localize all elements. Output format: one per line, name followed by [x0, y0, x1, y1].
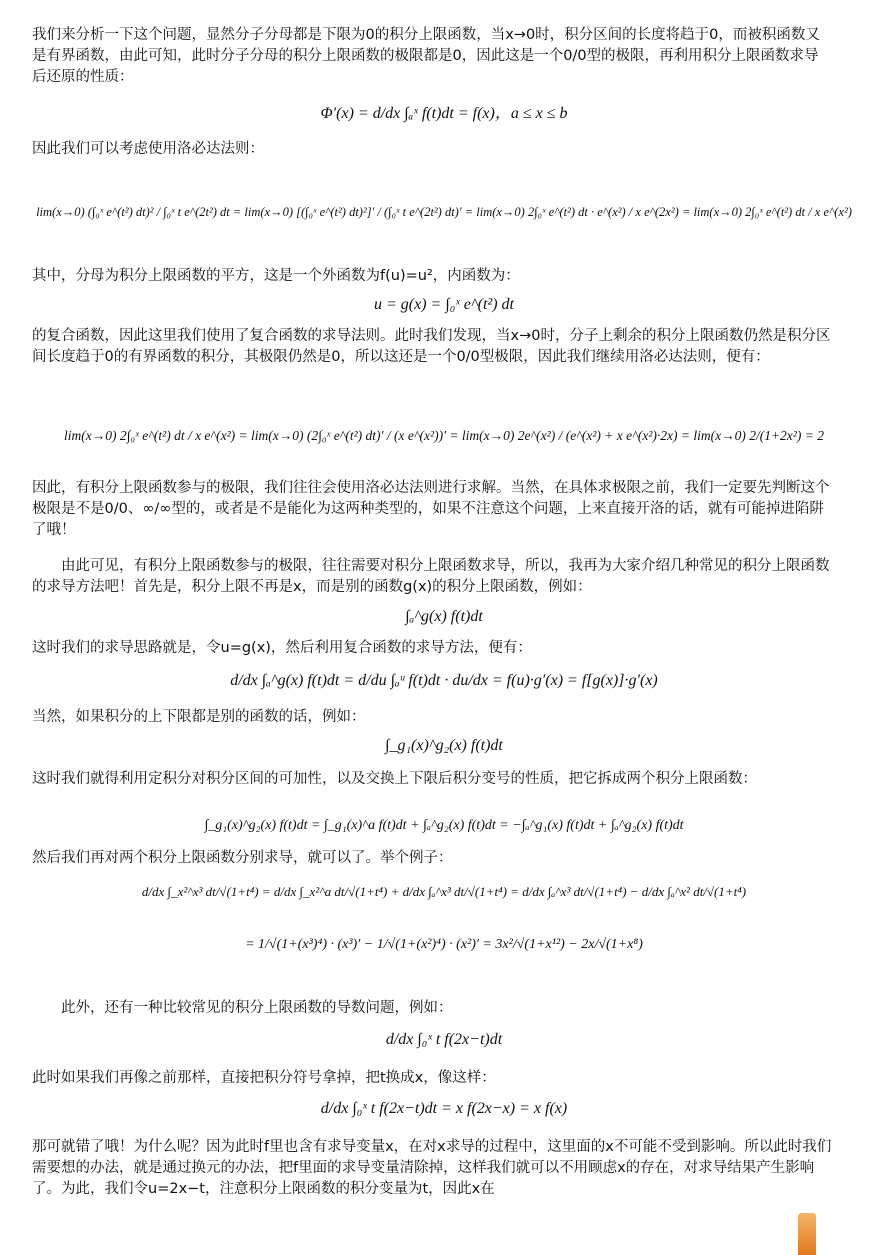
equation-chain-rule: d/dx ∫ₐ^g(x) f(t)dt = d/du ∫ₐᵘ f(t)dt · du/dx = f(u)·g′(x) = f[g(x)]·g′(x) — [230, 672, 658, 689]
paragraph-composite: 其中，分母为积分上限函数的平方，这是一个外函数为f(u)=u²，内函数为： — [32, 268, 520, 284]
paragraph-derivative-methods: 由此可见，有积分上限函数参与的极限，往往需要对积分上限函数求导，所以，我再为大家介绍几种常见的积分上限函数的求导方法吧！首先是，积分上限不再是x，而是别的函数g(x)的积分上限函数，例如： — [32, 558, 830, 595]
paragraph-example: 然后我们再对两个积分上限函数分别求导，就可以了。举个例子： — [32, 850, 453, 866]
paragraph-intro: 我们来分析一下这个问题，显然分子分母都是下限为0的积分上限函数，当x→0时，积分区间的长度将趋于0，而被积函数又是有界函数，由此可知，此时分子分母的积分上限函数的极限都是0，因此这是一个0/0型的极限，再利用积分上限函数求导后还原的性质： — [32, 27, 820, 85]
equation-tf-integral: d/dx ∫₀ˣ t f(2x−t)dt — [385, 1031, 503, 1048]
equation-inner-function: u = g(x) = ∫₀ˣ e^(t²) dt — [373, 296, 514, 313]
equation-example-step1: d/dx ∫_x²^x³ dt/√(1+t⁴) = d/dx ∫_x²^a dt/√(1+t⁴) + d/dx ∫ₐ^x³ dt/√(1+t⁴) = d/dx ∫ₐ^x³ dt/√(1+t⁴) − d/dx ∫ₐ^x² dt/√(1+t⁴) — [141, 884, 747, 899]
equation-derivative-property: Φ′(x) = d/dx ∫ₐˣ f(t)dt = f(x)，a ≤ x ≤ b — [320, 105, 568, 122]
paragraph-other-case: 此外，还有一种比较常见的积分上限函数的导数问题，例如： — [61, 1000, 453, 1016]
equation-lhopital-1: lim(x→0) (∫₀ˣ e^(t²) dt)² / ∫₀ˣ t e^(2t²) dt = lim(x→0) [(∫₀ˣ e^(t²) dt)²]′ / (∫₀ˣ t e^(2t²) dt)′ = lim(x→0) 2∫₀ˣ e^(t²) dt · e^(x²) / x e^(2x²) = lim(x→0) 2∫₀ˣ e^(t²) dt / x e^(x²) — [36, 205, 852, 219]
equation-wrong-result: d/dx ∫₀ˣ t f(2x−t)dt = x f(2x−x) = x f(x) — [320, 1100, 568, 1117]
equation-example-step2: = 1/√(1+(x³)⁴) · (x³)′ − 1/√(1+(x²)⁴) · (x²)′ = 3x²/√(1+x¹²) − 2x/√(1+x⁸) — [245, 937, 643, 952]
paragraph-lhopital-intro: 因此我们可以考虑使用洛必达法则： — [32, 141, 264, 157]
equation-split-integrals: ∫_g₁(x)^g₂(x) f(t)dt = ∫_g₁(x)^a f(t)dt + ∫ₐ^g₂(x) f(t)dt = −∫ₐ^g₁(x) f(t)dt + ∫ₐ^g₂(x) f(t)dt — [204, 818, 684, 833]
equation-integral-gx: ∫ₐ^g(x) f(t)dt — [405, 608, 483, 625]
page-corner-tab — [798, 1213, 816, 1255]
paragraph-wrong-approach: 此时如果我们再像之前那样，直接把积分符号拿掉，把t换成x，像这样： — [32, 1070, 496, 1086]
paragraph-conclusion-note: 因此，有积分上限函数参与的极限，我们往往会使用洛必达法则进行求解。当然，在具体求极限之前，我们一定要先判断这个极限是不是0/0、∞/∞型的，或者是不是能化为这两种类型的，如果不注意这个问题，上来直接开洛的话，就有可能掉进陷阱了哦！ — [32, 480, 830, 538]
equation-lhopital-2: lim(x→0) 2∫₀ˣ e^(t²) dt / x e^(x²) = lim(x→0) (2∫₀ˣ e^(t²) dt)′ / (x e^(x²))′ = lim(x→0) 2e^(x²) / (e^(x²) + x e^(x²)·2x) = lim(x→0) 2/(1+2x²) = 2 — [64, 428, 824, 443]
equation-integral-g1-g2: ∫_g₁(x)^g₂(x) f(t)dt — [385, 737, 503, 754]
paragraph-additivity: 这时我们就得利用定积分对积分区间的可加性，以及交换上下限后积分变号的性质，把它拆成两个积分上限函数： — [32, 771, 757, 787]
paragraph-composite-continued: 的复合函数，因此这里我们使用了复合函数的求导法则。此时我们发现，当x→0时，分子上剩余的积分上限函数仍然是积分区间长度趋于0的有界函数的积分，其极限仍然是0，所以这还是一个0/0型极限，因此我们继续用洛必达法则，便有： — [32, 328, 831, 365]
paragraph-chain-rule: 这时我们的求导思路就是，令u=g(x)，然后利用复合函数的求导方法，便有： — [32, 640, 532, 656]
paragraph-substitution: 那可就错了哦！为什么呢？因为此时f里也含有求导变量x，在对x求导的过程中，这里面的x不可能不受到影响。所以此时我们需要想的办法，就是通过换元的办法，把f里面的求导变量清除掉，这样我们就可以不用顾虑x的存在，对求导结果产生影响了。为此，我们令u=2x−t，注意积分上限函数的积分变量为t，因此x在 — [32, 1139, 832, 1197]
paragraph-both-limits: 当然，如果积分的上下限都是别的函数的话，例如： — [32, 709, 366, 725]
